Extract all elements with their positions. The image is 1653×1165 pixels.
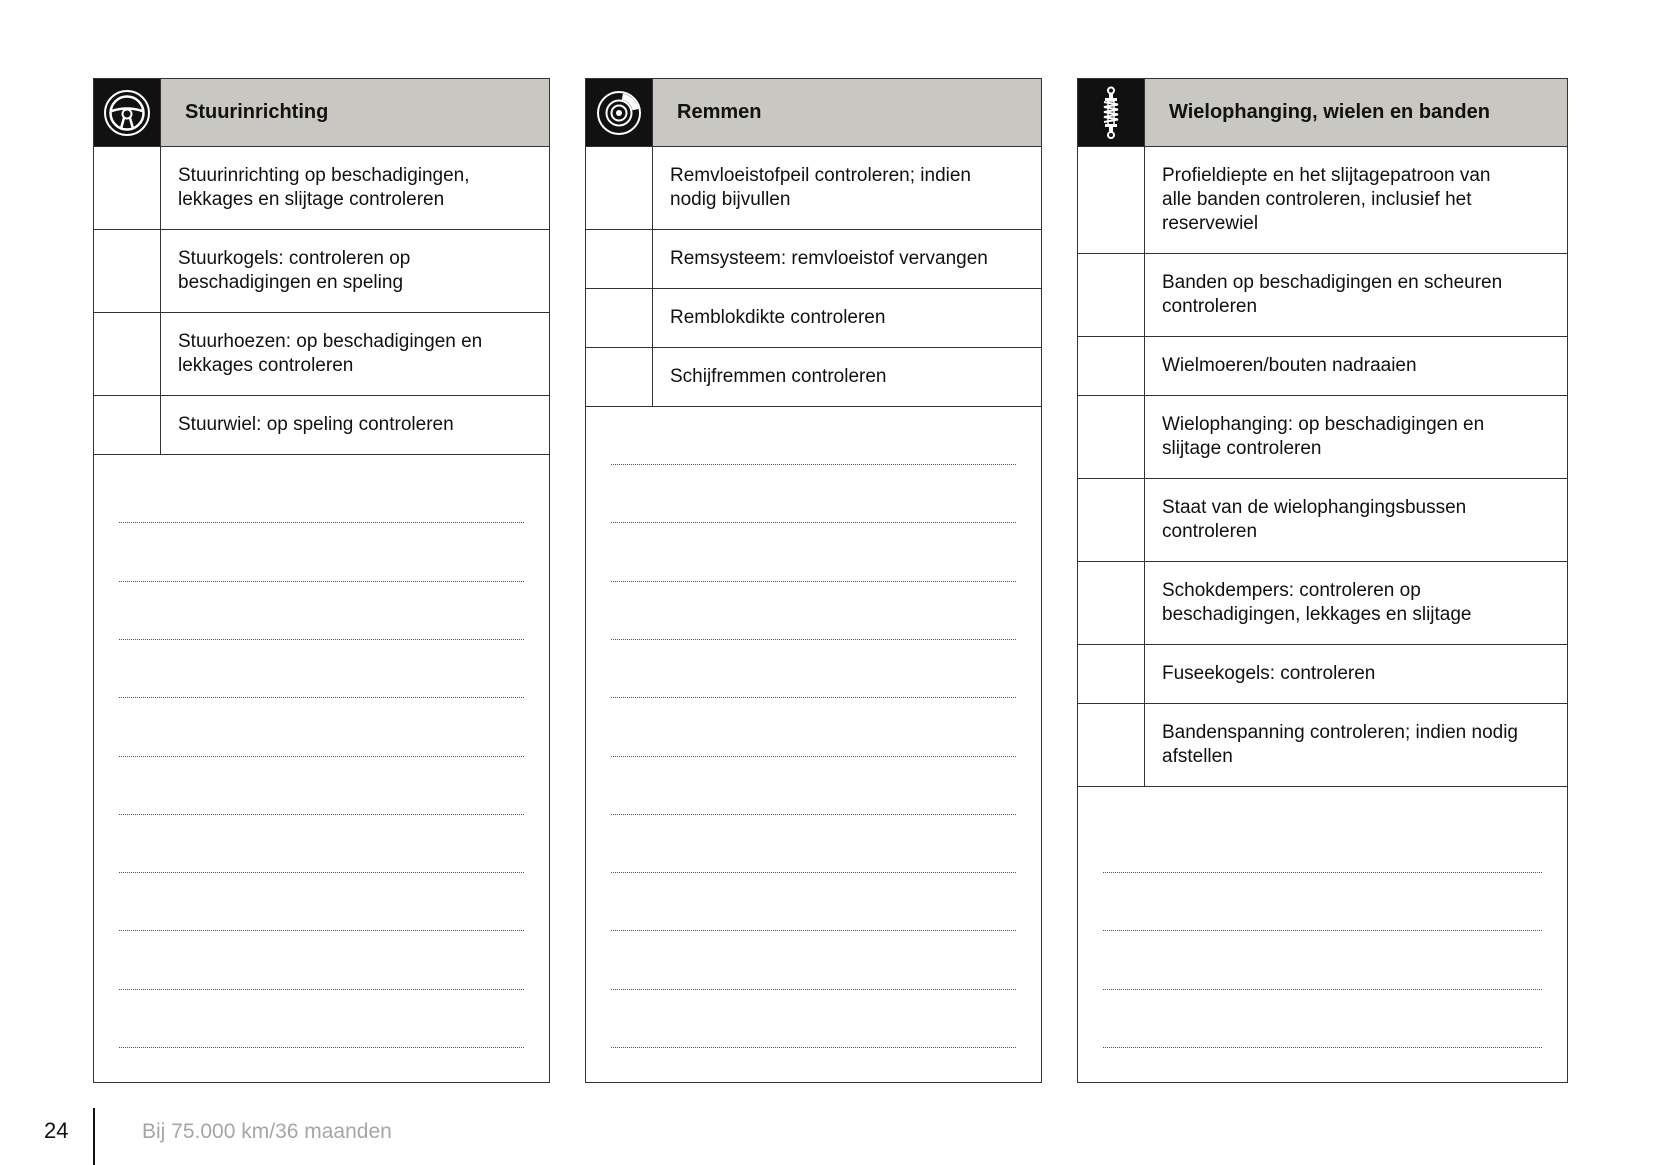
- checklist-item: [653, 230, 1041, 288]
- checklist-item: [1145, 479, 1567, 561]
- checklist-item-text: Remsysteem: remvloeistof vervangen: [670, 248, 988, 269]
- notes-line: [119, 1047, 524, 1048]
- checklist-item-text: Wielmoeren/bouten nadraaien: [1162, 355, 1417, 376]
- checklist-item-text: Banden op beschadigingen en scheuren controleren: [1162, 272, 1503, 317]
- notes-line: [119, 756, 524, 757]
- checklist-row: [586, 230, 1041, 289]
- checklist-item-text: Stuurhoezen: op beschadigingen en lekkages controleren: [178, 331, 483, 376]
- check-box: [586, 230, 653, 288]
- check-box: [1078, 254, 1145, 336]
- checklist-item: [1145, 645, 1567, 703]
- checklist-item-text: Fuseekogels: controleren: [1162, 663, 1376, 684]
- checklist-row: [586, 348, 1041, 407]
- checklist-row: [94, 230, 549, 313]
- checklist-item: [161, 313, 549, 395]
- checklist-item-text: Profieldiepte en het slijtagepatroon van alle banden controleren, inclusief het reservewiel: [1162, 165, 1491, 234]
- notes-line: [119, 581, 524, 582]
- brake-disc-icon: [595, 89, 643, 137]
- check-box: [1078, 479, 1145, 561]
- checklist-item-text: Stuurkogels: controleren op beschadigingen en speling: [178, 248, 411, 293]
- section-header: [586, 79, 1041, 147]
- check-box: [94, 396, 161, 454]
- section-brakes: [585, 78, 1042, 1083]
- checklist-item: [1145, 337, 1567, 395]
- notes-line: [611, 464, 1016, 465]
- checklist-row: [1078, 147, 1567, 254]
- footer-divider: [93, 1108, 95, 1165]
- section-title: Stuurinrichting: [161, 79, 549, 146]
- check-box: [1078, 645, 1145, 703]
- section-title: Wielophanging, wielen en banden: [1145, 79, 1567, 146]
- icon-cell: [94, 79, 161, 146]
- notes-line: [1103, 1047, 1542, 1048]
- notes-line: [611, 756, 1016, 757]
- notes-line: [119, 639, 524, 640]
- section-title: Remmen: [653, 79, 1041, 146]
- checklist-row: [1078, 337, 1567, 396]
- maintenance-interval: Bij 75.000 km/36 maanden: [142, 1120, 392, 1143]
- checklist-item-text: Wielophanging: op beschadigingen en slijtage controleren: [1162, 414, 1485, 459]
- checklist-item-text: Remblokdikte controleren: [670, 307, 886, 328]
- check-box: [1078, 337, 1145, 395]
- icon-cell: [1078, 79, 1145, 146]
- checklist-row: [1078, 479, 1567, 562]
- notes-line: [119, 930, 524, 931]
- notes-line: [611, 639, 1016, 640]
- section-suspension: [1077, 78, 1568, 1083]
- shock-absorber-icon: [1100, 86, 1122, 140]
- notes-line: [119, 697, 524, 698]
- checklist-item: [161, 396, 549, 454]
- check-box: [586, 147, 653, 229]
- notes-line: [1103, 989, 1542, 990]
- checklist-item: [653, 147, 1041, 229]
- notes-line: [611, 1047, 1016, 1048]
- checklist-item: [161, 147, 549, 229]
- checklist-row: [586, 147, 1041, 230]
- checklist-item: [1145, 147, 1567, 253]
- checklist-item-text: Stuurwiel: op speling controleren: [178, 414, 454, 435]
- notes-line: [611, 989, 1016, 990]
- notes-line: [119, 814, 524, 815]
- checklist-row: [94, 313, 549, 396]
- section-steering: [93, 78, 550, 1083]
- check-box: [94, 230, 161, 312]
- notes-line: [611, 872, 1016, 873]
- notes-line: [1103, 930, 1542, 931]
- checklist-item-text: Schijfremmen controleren: [670, 366, 887, 387]
- checklist-row: [1078, 254, 1567, 337]
- check-box: [1078, 147, 1145, 253]
- checklist-row: [1078, 396, 1567, 479]
- checklist-row: [1078, 645, 1567, 704]
- notes-line: [611, 814, 1016, 815]
- check-box: [1078, 704, 1145, 786]
- notes-line: [611, 522, 1016, 523]
- checklist-item: [161, 230, 549, 312]
- checklist-row: [1078, 704, 1567, 787]
- checklist-item: [653, 289, 1041, 347]
- check-box: [586, 289, 653, 347]
- check-box: [94, 147, 161, 229]
- check-box: [1078, 562, 1145, 644]
- notes-line: [1103, 872, 1542, 873]
- checklist-item: [1145, 254, 1567, 336]
- notes-line: [119, 989, 524, 990]
- icon-cell: [586, 79, 653, 146]
- checklist-item-text: Schokdempers: controleren op beschadigingen, lekkages en slijtage: [1162, 580, 1472, 625]
- check-box: [1078, 396, 1145, 478]
- page-number: 24: [44, 1118, 69, 1143]
- check-box: [586, 348, 653, 406]
- notes-line: [119, 872, 524, 873]
- checklist-item: [653, 348, 1041, 406]
- notes-line: [611, 697, 1016, 698]
- section-header: [1078, 79, 1567, 147]
- steering-wheel-icon: [103, 89, 151, 137]
- checklist-row: [1078, 562, 1567, 645]
- checklist-item: [1145, 562, 1567, 644]
- notes-line: [119, 522, 524, 523]
- checklist-row: [586, 289, 1041, 348]
- checklist-item-text: Staat van de wielophangingsbussen controleren: [1162, 497, 1467, 542]
- checklist-row: [94, 147, 549, 230]
- check-box: [94, 313, 161, 395]
- checklist-row: [94, 396, 549, 455]
- checklist-item: [1145, 396, 1567, 478]
- checklist-item: [1145, 704, 1567, 786]
- checklist-item-text: Bandenspanning controleren; indien nodig afstellen: [1162, 722, 1518, 767]
- notes-line: [611, 930, 1016, 931]
- checklist-item-text: Stuurinrichting op beschadigingen, lekkages en slijtage controleren: [178, 165, 470, 210]
- notes-line: [611, 581, 1016, 582]
- section-header: [94, 79, 549, 147]
- checklist-item-text: Remvloeistofpeil controleren; indien nodig bijvullen: [670, 165, 971, 210]
